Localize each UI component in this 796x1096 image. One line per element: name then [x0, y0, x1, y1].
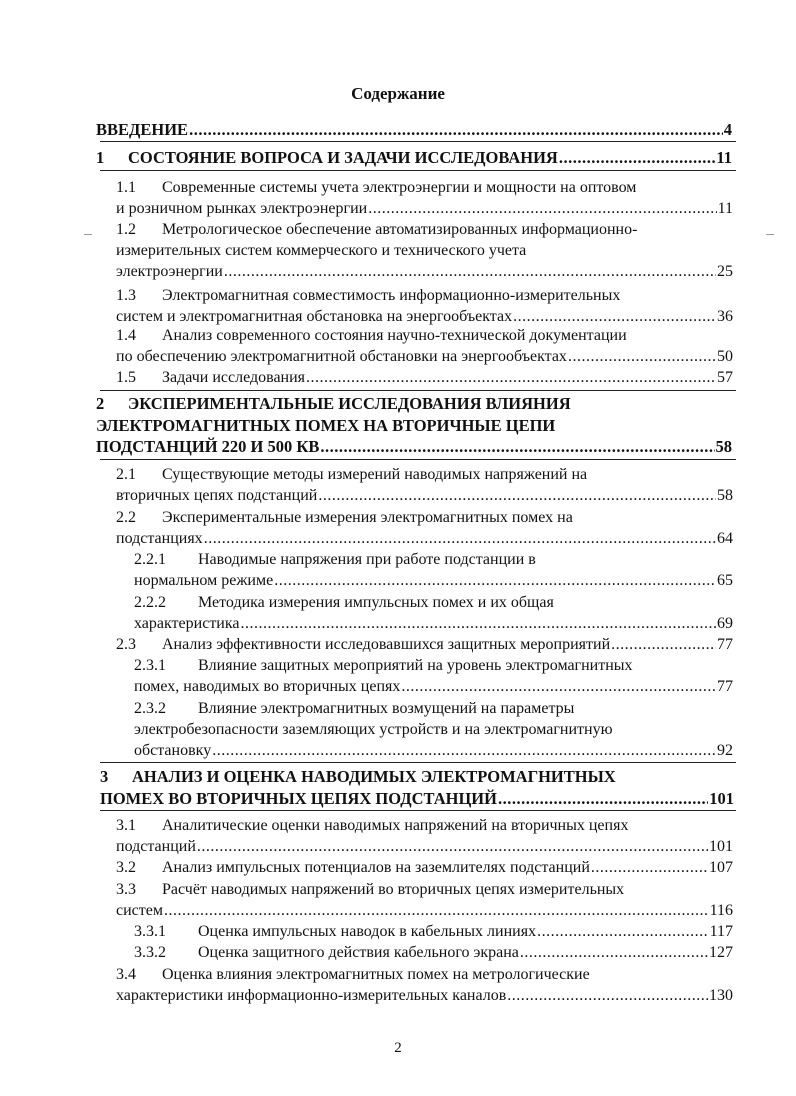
divider [100, 390, 736, 391]
toc-subsection-2-2-1[interactable]: 2.2.1 Наводимые напряжения при работе подстанции в [134, 551, 536, 568]
toc-section-2-1[interactable]: 2.1 Существующие методы измерений наводимых напряжений на [116, 466, 588, 483]
toc-section-1-1[interactable]: 1.1 Современные системы учета электроэнергии и мощности на оптовом [116, 179, 637, 196]
toc-section-1-3[interactable]: 1.3 Электромагнитная совместимость информационно-измерительных [116, 287, 621, 304]
divider [100, 810, 736, 811]
toc-section-3-3[interactable]: 3.3 Расчёт наводимых напряжений во вторичных цепях измерительных [116, 881, 625, 898]
divider [100, 762, 736, 763]
page-title: Содержание [351, 84, 445, 103]
divider [100, 170, 736, 171]
toc-subsection-2-3-1[interactable]: 2.3.1 Влияние защитных мероприятий на уровень электромагнитных [134, 657, 633, 674]
toc-entry-intro[interactable]: ВВЕДЕНИЕ ..... 4 [96, 119, 732, 140]
toc-subsection-3-3-1[interactable]: 3.3.1 Оценка импульсных наводок в кабельных линиях ..... 117 [134, 921, 733, 942]
toc-subsection-2-2-2[interactable]: 2.2.2 Методика измерения импульсных помех и их общая [134, 594, 554, 611]
toc-chapter-1[interactable]: 1 СОСТОЯНИЕ ВОПРОСА И ЗАДАЧИ ИССЛЕДОВАНИЯ ..... 11 [96, 147, 732, 168]
scan-mark [84, 234, 92, 235]
page-number: 2 [394, 1040, 402, 1056]
toc-section-2-2[interactable]: 2.2 Экспериментальные измерения электромагнитных помех на [116, 509, 573, 526]
toc-subsection-3-3-2[interactable]: 3.3.2 Оценка защитного действия кабельного экрана ..... 127 [134, 942, 733, 963]
divider [100, 141, 736, 142]
toc-section-2-3[interactable]: 2.3 Анализ эффективности исследовавшихся защитных мероприятий ..... 77 [116, 634, 733, 655]
toc-section-1-4[interactable]: 1.4 Анализ современного состояния научно-технической документации [116, 327, 627, 344]
toc-section-3-4[interactable]: 3.4 Оценка влияния электромагнитных помех на метрологические [116, 966, 590, 983]
toc-section-3-2[interactable]: 3.2 Анализ импульсных потенциалов на заземлителях подстанций ..... 107 [116, 857, 733, 878]
scan-mark [766, 234, 774, 235]
toc-chapter-2[interactable]: 2 ЭКСПЕРИМЕНТАЛЬНЫЕ ИССЛЕДОВАНИЯ ВЛИЯНИЯ [96, 394, 571, 413]
divider [100, 459, 736, 460]
toc-section-3-1[interactable]: 3.1 Аналитические оценки наводимых напряжений на вторичных цепях [116, 817, 629, 834]
toc-chapter-3[interactable]: 3 АНАЛИЗ И ОЦЕНКА НАВОДИМЫХ ЭЛЕКТРОМАГНИТНЫХ [100, 767, 616, 786]
toc-subsection-2-3-2[interactable]: 2.3.2 Влияние электромагнитных возмущений на параметры [134, 700, 575, 717]
toc-section-1-2[interactable]: 1.2 Метрологическое обеспечение автоматизированных информационно- [116, 221, 638, 238]
toc-section-1-5[interactable]: 1.5 Задачи исследования ..... 57 [116, 367, 733, 388]
